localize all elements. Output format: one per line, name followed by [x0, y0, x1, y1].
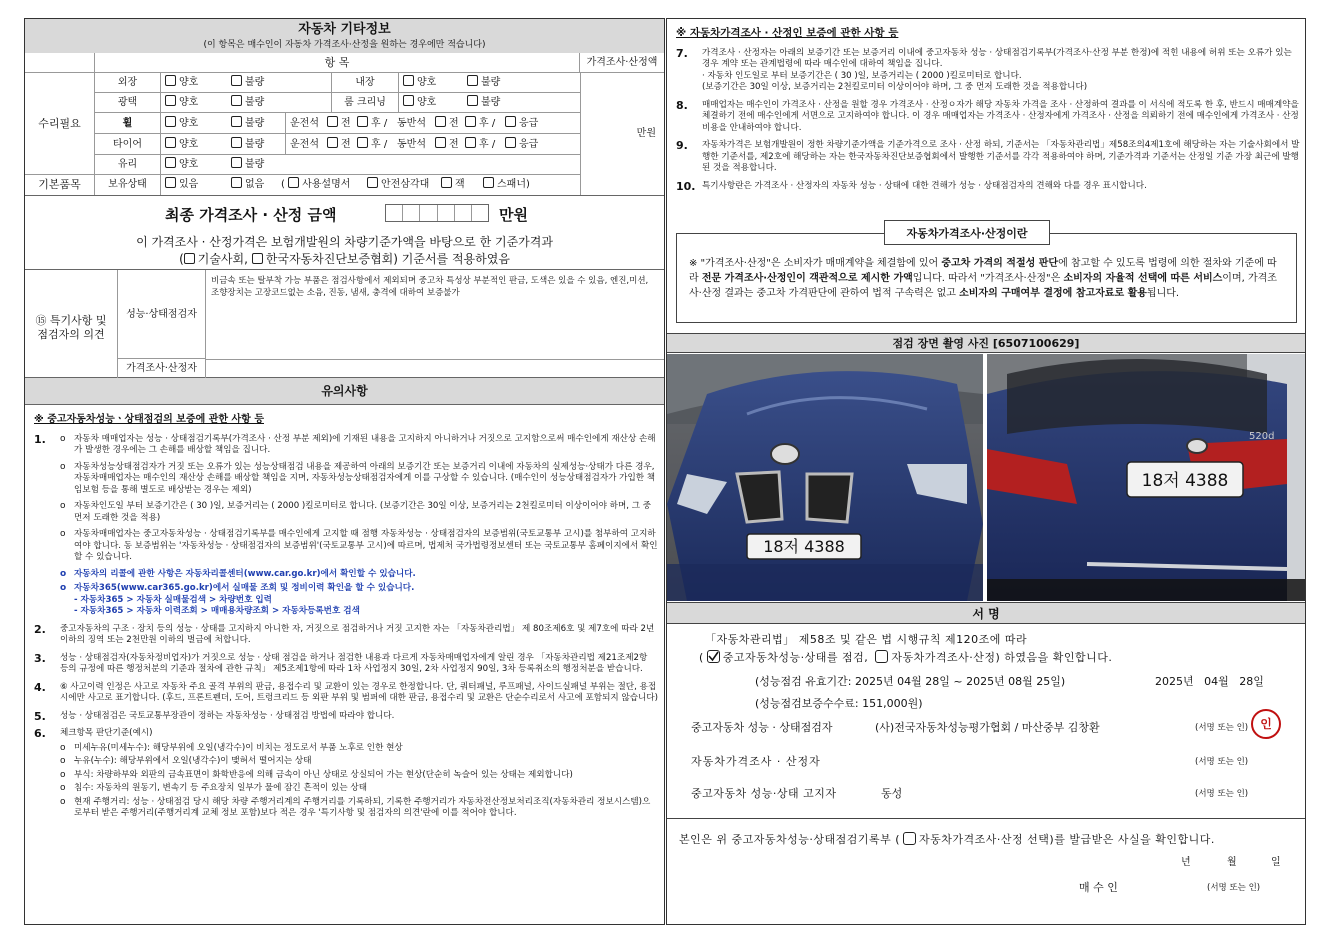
checkbox-icon	[288, 177, 299, 188]
checkbox-icon	[357, 137, 368, 148]
other-info-title: 자동차 기타정보	[298, 22, 391, 37]
appraisal-item-10: 10. 특기사항란은 가격조사 · 산정자의 자동차 성능 · 상태에 대한 견해가 성능 · 상태점검자의 견해와 다를 경우 표시합니다.	[676, 179, 1147, 193]
room-clean-good[interactable]: 양호	[403, 93, 436, 113]
caution-header: 유의사항	[25, 378, 664, 405]
opinion-label: ⑮ 특기사항 및 점검자의 의견	[25, 270, 118, 378]
buyer-seal-hint: (서명 또는 인)	[1207, 883, 1261, 893]
row-basic	[95, 175, 580, 195]
caution-heading: ※ 중고자동차성능ㆍ상태점검의 보증에 관한 사항 등	[34, 414, 264, 425]
appraiser-sign-label: 자동차가격조사 · 산정자	[691, 755, 821, 768]
sign-header: 서 명	[667, 602, 1305, 624]
opinion-section	[25, 270, 664, 378]
checkbox-icon	[467, 95, 478, 106]
gloss-label: 광택	[95, 93, 161, 113]
wheel-driver-front[interactable]: 전	[327, 113, 351, 134]
appraisal-box-title: 자동차가격조사·산정이란	[884, 220, 1050, 245]
notifier-sign-name: 동성	[881, 787, 903, 800]
basic-triangle[interactable]: 안전삼각대	[367, 175, 429, 195]
appraiser-opinion-line	[206, 359, 664, 360]
holding-label: 보유상태	[95, 175, 161, 195]
price-unit: 만원	[636, 128, 656, 139]
item-header: 항 목	[95, 53, 580, 73]
sign-body	[667, 625, 1305, 815]
wheel-passenger-front[interactable]: 전	[435, 113, 459, 134]
tire-bad[interactable]: 불량	[231, 134, 264, 155]
wheel-emergency[interactable]: 응급	[505, 113, 538, 134]
basic-have[interactable]: 있음	[165, 175, 198, 195]
appraisal-item-8: 8. 매매업자는 매수인이 가격조사 · 산정을 원할 경우 가격조사 · 산정ㅇ자가 해당 자동차 가격을 조사 · 산정하여 결과를 이 서식에 적도록 한 후, 반드시 매매계약을 체결하기 전에 매수인에게 서면으로 고지하여야 합니다. 이 경우 매매업자는 가격조사 · 산정자에게 가격조사 · 산정을 의뢰하기 전에 매수인에게 가격조사 · 산정 비용을 안내하여야 합니다.	[676, 98, 1299, 133]
wheel-bad[interactable]: 불량	[231, 113, 264, 134]
row-exterior	[95, 73, 580, 93]
checkbox-icon	[165, 116, 176, 127]
tire-driver-label: 운전석	[285, 134, 319, 155]
checkbox-icon[interactable]	[252, 253, 263, 264]
tire-driver-front[interactable]: 전	[327, 134, 351, 155]
rear-car-photo	[987, 354, 1305, 601]
checkbox-icon	[231, 95, 242, 106]
final-price-unit: 만원	[499, 206, 528, 224]
rear-plate-text: 18저 4388	[1141, 471, 1229, 491]
checkbox-icon	[165, 95, 176, 106]
checkbox-icon	[165, 157, 176, 168]
checkbox-icon	[465, 116, 476, 127]
room-clean-label: 룸 크리닝	[331, 93, 399, 113]
checkbox-icon	[465, 137, 476, 148]
interior-bad[interactable]: 불량	[467, 73, 500, 93]
basic-manual[interactable]: ( 사용설명서	[281, 179, 351, 190]
sign-fee: (성능점검보증수수료: 151,000원)	[755, 697, 923, 710]
checkbox-icon	[435, 137, 446, 148]
inspector-sign-label: 중고자동차 성능 · 상태점검자	[691, 721, 833, 734]
receipt-year: 년	[1181, 857, 1191, 868]
checkbox-icon[interactable]	[903, 832, 916, 845]
notifier-sign-label: 중고자동차 성능·상태 고지자	[691, 787, 837, 800]
photo-header: 점검 장면 촬영 사진 [6507100629]	[667, 333, 1305, 353]
checkbox-icon	[327, 137, 338, 148]
checkbox-icon	[327, 116, 338, 127]
final-price-desc1: 이 가격조사 · 산정가격은 보험개발원의 차량기준가액을 바탕으로 한 기준가격과	[136, 235, 553, 249]
front-plate-text: 18저 4388	[763, 537, 845, 556]
caution-item-6: 6. 체크항목 판단기준(예시) o 미세누유(미세누수): 해당부위에 오일(냉각수)이 비치는 정도로서 부품 노후로 인한 현상 o 누유(누수): 해당부위에서 오일(냉각수)이 맺혀서 떨어지는 상태 o 부식: 차량하부와 외판의 금속표면이 화학반응에 의해 금속이 아닌 상태로 상실되어 가는 현상(단순히 녹슬어 있는 상태는 제외합니다) o 침수: 자동차의 원동기, 변속기 등 주요장치 일부가 물에 잠긴 흔적이 있는 상태 o 현재 주행거리: 성능 · 상태점검 당시 해당 차량 주행거리계의 주행거리를 기록하되, 기록한 주행거리가 자동차전산정보처리조직(자동차관리 정보시스템)으로부터 받은 주행거리(주행거리계 교체 정보 포함)보다 적은 경우 '특기사항 및 점검자의 의견'란에 이를 적어야 합니다.	[34, 727, 651, 818]
row-glass	[95, 155, 580, 175]
checkbox-icon[interactable]	[875, 650, 888, 663]
price-col-line	[580, 73, 581, 195]
receipt-day: 일	[1271, 857, 1281, 868]
caution-item-1: 1. o 자동차 매매업자는 성능 · 상태점검기록부(가격조사 · 산정 부분 제외)에 기재된 내용을 고지하지 아니하거나 거짓으로 고지함으로써 매수인에게 재산상 손해가 발생한 경우에는 그 손해를 배상할 책임을 집니다. o 자동차성능상태점검자가 거짓 또는 오류가 있는 성능상태점검 내용을 제공하여 아래의 보증기간 또는 보증거리 이내에 자동차의 실제성능·상태가 다른 경우, 자동차매매업자는 매수인의 재산상 손해를 배상할 책임을 지며, 자동차성능상태점검자에게 이를 구상할 수 있습니다. (매수인이 성능상태점검자가 가입한 책임보험 등을 통해 별도로 배상받는 경우는 제외) o 자동차인도일 부터 보증기간은 ( 30 )일, 보증거리는 ( 2000 )킬로미터로 합니다. (보증기간은 30일 이상, 보증거리는 2천킬로미터 이상이어야 하며, 그 중 먼저 도래한 것을 적용) o 자동차매매업자는 중고자동차성능 · 상태점검기록부를 매수인에게 고지할 때 점행 자동차성능 · 상태점검자의 보증범위(국토교통부 고시)를 첨부하여 고지하여야 합니다. 동 보증범위는 '자동차성능 · 상태점검자의 보증범위'(국토교통부 고시)에 따르며, 법제처 국가법령정보센터 또는 국토교통부 홈페이지에서 확인할 수 있습니다. o 자동차의 리콜에 관한 사항은 자동차리콜센터(www.car.go.kr)에서 확인할 수 있습니다. o 자동차365(www.car365.go.kr)에서 실매물 조회 및 정비이력 확인을 할 수 있습니다. - 자동차365 > 자동차 실매물검색 > 차량번호 입력 - 자동차365 > 자동차 이력조회 > 매매용차량조회 > 자동차등록번호 검색	[34, 432, 658, 616]
wheel-good[interactable]: 양호	[165, 113, 198, 134]
final-price-section	[25, 196, 664, 270]
basic-jack[interactable]: 잭	[441, 175, 465, 195]
checkbox-icon	[231, 75, 242, 86]
inspector-sign-name: (사)전국자동차성능평가협회 / 마산중부 김창환	[875, 721, 1100, 734]
interior-good[interactable]: 양호	[403, 73, 436, 93]
inspector-seal-hint: (서명 또는 인)	[1195, 723, 1249, 733]
wheel-passenger-label: 동반석	[397, 118, 426, 129]
row-wheel	[95, 113, 580, 134]
basic-spanner[interactable]: 스패너)	[483, 175, 530, 195]
checkbox-icon	[231, 177, 242, 188]
checkbox-icon	[467, 75, 478, 86]
interior-label: 내장	[331, 73, 399, 93]
checkbox-icon	[483, 177, 494, 188]
appraisal-item-7: 7. 가격조사 · 산정자는 아래의 보증기간 또는 보증거리 이내에 중고자동차 성능 · 상태점검기록부(가격조사·산정 부분 한정)에 적힌 내용에 허위 또는 오류가 있는 경우 계약 또는 관계법령에 따라 매수인에 대하여 책임을 집니다. · 자동차 인도일로 부터 보증기간은 ( 30 )일, 보증거리는 ( 2000 )킬로미터로 합니다. (보증기간은 30일 이상, 보증거리는 2천킬로미터 이상이어야 하며, 그 중 먼저 도래한 것을 적용합니다)	[676, 46, 1292, 92]
appraisal-item-9: 9. 자동차가격은 보험개발원이 정한 차량기준가액을 기준가격으로 조사 · 산정 하되, 기준서는 「자동차관리법」제58조의4제1호에 해당하는 자는 기술사회에서 발행한 기준서를, 제2호에 해당하는 자는 한국자동차진단보증협회에서 발행한 기준서를 각각 적용하여야 하며, 기준가격과 기준서는 산정일 기준 가장 최근에 발행된 것을 적용합니다.	[676, 139, 1300, 173]
notifier-seal-hint: (서명 또는 인)	[1195, 789, 1249, 799]
tire-label: 타이어	[95, 134, 161, 155]
checkbox-icon	[505, 116, 516, 127]
repair-label: 수리필요	[25, 73, 95, 175]
room-clean-bad[interactable]: 불량	[467, 93, 500, 113]
final-price-boxes[interactable]	[385, 204, 489, 222]
caution-item-4: 4. ⑥ 사고이력 인정은 사고로 자동차 주요 골격 부위의 판금, 용접수리 및 교환이 있는 경우로 한정합니다. 단, 쿼터패널, 루프패널, 사이드실패널 부위는 절단, 용접 시에만 사고로 표기합니다. (후드, 프론트펜더, 도어, 트렁크리드 등 외판 부위 및 범퍼에 대한 판금, 용접수리 및 교환은 단순수리로서 사고에 포함되지 않습니다)	[34, 680, 658, 703]
checkbox-icon	[357, 116, 368, 127]
final-price-label: 최종 가격조사 · 산정 금액	[165, 206, 337, 224]
appraisal-heading: ※ 자동차가격조사 · 산정인 보증에 관한 사항 등	[676, 27, 899, 39]
glass-bad[interactable]: 불량	[231, 155, 264, 175]
glass-good[interactable]: 양호	[165, 155, 198, 175]
checkbox-icon	[231, 157, 242, 168]
checkbox-icon	[435, 116, 446, 127]
exterior-label: 외장	[95, 73, 161, 93]
checkbox-icon[interactable]	[184, 253, 195, 264]
rear-badge-text: 520d	[1249, 431, 1275, 442]
checkbox-icon	[231, 137, 242, 148]
other-info-header	[25, 19, 664, 53]
inspector-label: 성능·상태점검자	[118, 270, 206, 359]
receipt-month: 월	[1227, 857, 1237, 868]
gloss-good[interactable]: 양호	[165, 93, 198, 113]
appraiser-label: 가격조사·산정자	[118, 359, 206, 378]
basic-label: 기본품목	[25, 175, 95, 195]
tire-driver-rear[interactable]: 후 /	[357, 134, 387, 155]
caution-item-5: 5. 성능 · 상태점검은 국토교통부장관이 정하는 자동차성능 · 상태점검 방법에 따라야 합니다.	[34, 709, 395, 723]
appraisal-section	[676, 28, 1300, 192]
front-car-photo	[667, 354, 983, 601]
sign-validity: (성능점검 유효기간: 2025년 04월 28일 ~ 2025년 08월 25일)	[755, 675, 1066, 688]
checkbox-icon	[441, 177, 452, 188]
appraisal-box: ※ "가격조사·산정"은 소비자가 매매계약을 체결함에 있어 중고차 가격의 적절성 판단에 참고할 수 있도록 법령에 의한 절차와 기준에 따라 전문 가격조사·산정인이 객관적으로 제시한 가액입니다. 따라서 "가격조사·산정"은 소비자의 자율적 선택에 따른 서비스이며, 가격조사·산정 결과는 중고차 가격판단에 관하여 법적 구속력은 없고 소비자의 구매여부 결정에 참고자료로 활용됩니다.	[676, 233, 1297, 323]
row-gloss	[95, 93, 580, 113]
sign-date: 2025년 04월 28일	[1155, 675, 1264, 688]
sign-law: 「자동차관리법」 제58조 및 같은 법 시행규칙 제120조에 따라	[705, 633, 1028, 646]
row-tire	[95, 134, 580, 155]
wheel-label: 휠	[95, 113, 161, 134]
tire-passenger-rear[interactable]: 후 /	[465, 134, 495, 155]
seal-stamp-icon: 인	[1251, 709, 1281, 739]
receipt-text: 본인은 위 중고자동차성능·상태점검기록부 ( 자동차가격조사·산정 선택)를 발급받은 사실을 확인합니다.	[679, 833, 1215, 846]
sign-check: ( 중고자동차성능·상태를 점검, 자동차가격조사·산정) 하였음을 확인합니다.	[699, 651, 1113, 664]
exterior-good[interactable]: 양호	[165, 73, 198, 93]
wheel-passenger-rear[interactable]: 후 /	[465, 113, 495, 134]
final-price-desc2: ( 기술사회, 한국자동차진단보증협회) 기준서를 적용하였음	[179, 252, 510, 266]
receipt-section	[667, 818, 1305, 924]
caution-body	[34, 414, 658, 820]
left-stub	[25, 53, 95, 73]
price-header: 가격조사·산정액	[580, 53, 664, 73]
tire-good[interactable]: 양호	[165, 134, 198, 155]
gloss-bad[interactable]: 불량	[231, 93, 264, 113]
other-info-grid	[25, 53, 664, 196]
wheel-driver-rear[interactable]: 후 /	[357, 113, 387, 134]
buyer-label: 매 수 인	[1079, 881, 1118, 894]
basic-none[interactable]: 없음	[231, 175, 264, 195]
check-icon[interactable]	[707, 650, 720, 663]
caution-item-3: 3. 성능 · 상태점검자(자동차정비업자)가 거짓으로 성능 · 상태 점검을 하거나 점검한 내용과 다르게 자동차매매업자에게 알린 경우 「자동차관리법 제21조제2항 등의 규정에 따른 행정처분의 기준과 절차에 관한 규칙」 제5조제1항에 따라 1차 사업정지 30일, 2차 사업정지 90일, 3차 등록취소의 행정처분을 받습니다.	[34, 651, 648, 674]
caution-item-2: 2. 중고자동차의 구조 · 장치 등의 성능 · 상태를 고지하지 아니한 자, 거짓으로 점검하거나 거짓 고지한 자는 「자동차관리법」 제 80조제6호 및 제7호에 따라 2년 이하의 징역 또는 2천만원 이하의 벌금에 처합니다.	[34, 622, 655, 645]
checkbox-icon	[367, 177, 378, 188]
tire-passenger-front[interactable]: 전	[435, 134, 459, 155]
other-info-subtitle: (이 항목은 매수인이 자동차 가격조사·산정을 원하는 경우에만 적습니다)	[203, 40, 486, 50]
appraiser-seal-hint: (서명 또는 인)	[1195, 757, 1249, 767]
tire-passenger-label: 동반석	[397, 139, 426, 150]
checkbox-icon	[231, 116, 242, 127]
glass-label: 유리	[95, 155, 161, 175]
checkbox-icon	[165, 177, 176, 188]
tire-emergency[interactable]: 응급	[505, 134, 538, 155]
checkbox-icon	[403, 75, 414, 86]
checkbox-icon	[165, 75, 176, 86]
checkbox-icon	[403, 95, 414, 106]
exterior-bad[interactable]: 불량	[231, 73, 264, 93]
checkbox-icon	[505, 137, 516, 148]
inspector-opinion-text: 비금속 또는 탈부착 가능 부품은 점검사항에서 제외되며 중고차 특성상 부분적인 판금, 도색은 있을 수 있음, 엔진,미션, 조향장치는 고장코드없는 소음, 진동, 냄새, 충격에 대하여 보증불가	[211, 276, 649, 298]
checkbox-icon	[165, 137, 176, 148]
wheel-driver-label: 운전석	[285, 113, 319, 134]
